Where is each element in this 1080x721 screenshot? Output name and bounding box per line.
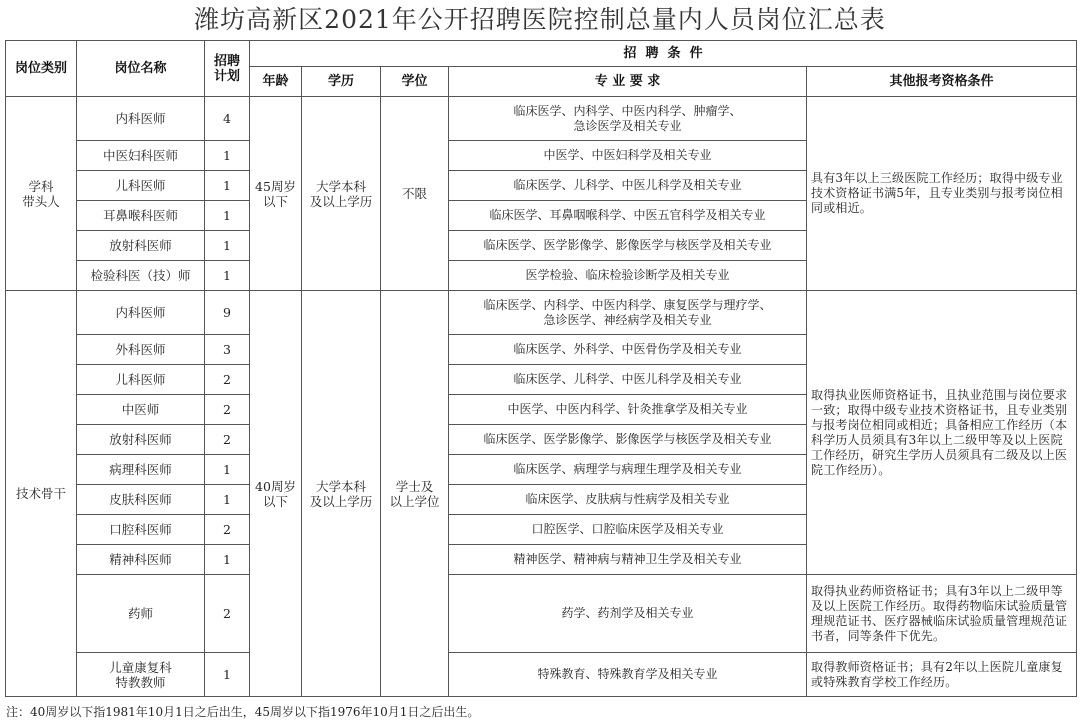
- plan-count: 1: [205, 653, 250, 697]
- major-cell: 临床医学、内科学、中医内科学、肿瘤学、 急诊医学及相关专业: [449, 97, 807, 141]
- plan-count: 2: [205, 395, 250, 425]
- position-name: 耳鼻喉科医师: [77, 201, 205, 231]
- other-requirements-cell: 具有3年以上三级医院工作经历；取得中级专业技术资格证书满5年，且专业类别与报考岗位相同或相近。: [807, 97, 1077, 291]
- page-title: 潍坊高新区2021年公开招聘医院控制总量内人员岗位汇总表: [194, 5, 886, 34]
- position-name: 儿童康复科 特教教师: [77, 653, 205, 697]
- position-name: 皮肤科医师: [77, 485, 205, 515]
- age-cell: 45周岁 以下: [250, 97, 302, 291]
- major-cell: 临床医学、外科学、中医骨伤学及相关专业: [449, 335, 807, 365]
- header-other: 其他报考资格条件: [807, 67, 1077, 97]
- major-cell: 临床医学、皮肤病与性病学及相关专业: [449, 485, 807, 515]
- major-cell: 临床医学、内科学、中医内科学、康复医学与理疗学、 急诊医学、神经病学及相关专业: [449, 291, 807, 335]
- position-name: 中医妇科医师: [77, 141, 205, 171]
- plan-count: 1: [205, 485, 250, 515]
- major-cell: 中医学、中医内科学、针灸推拿学及相关专业: [449, 395, 807, 425]
- table-row: [6, 97, 1077, 141]
- plan-count: 1: [205, 545, 250, 575]
- plan-count: 1: [205, 141, 250, 171]
- position-name: 口腔科医师: [77, 515, 205, 545]
- degree-cell: 学士及 以上学位: [381, 291, 449, 697]
- plan-count: 1: [205, 231, 250, 261]
- other-requirements-cell: 取得执业医师资格证书，且执业范围与岗位要求一致；取得中级专业技术资格证书，且专业类别与报考岗位相同或相近；具备相应工作经历（本科学历人员须具有3年以上二级甲等及以上医院工作经历，研究生学历人员须具有二级及以上医院工作经历）。: [807, 291, 1077, 575]
- major-cell: 医学检验、临床检验诊断学及相关专业: [449, 261, 807, 291]
- major-cell: 口腔医学、口腔临床医学及相关专业: [449, 515, 807, 545]
- plan-count: 2: [205, 515, 250, 545]
- position-name: 检验科医（技）师: [77, 261, 205, 291]
- major-cell: 中医学、中医妇科学及相关专业: [449, 141, 807, 171]
- other-requirements-cell: 取得教师资格证书；具有2年以上医院儿童康复或特殊教育学校工作经历。: [807, 653, 1077, 697]
- other-requirements-cell: 取得执业药师资格证书；具有3年以上二级甲等及以上医院工作经历。取得药物临床试验质量管理规范证书、医疗器械临床试验质量管理规范证书者，同等条件下优先。: [807, 575, 1077, 653]
- header-degree: 学位: [381, 67, 449, 97]
- plan-count: 2: [205, 365, 250, 395]
- age-cell: 40周岁 以下: [250, 291, 302, 697]
- major-cell: 特殊教育、特殊教育学及相关专业: [449, 653, 807, 697]
- position-name: 内科医师: [77, 291, 205, 335]
- position-name: 中医师: [77, 395, 205, 425]
- major-cell: 临床医学、医学影像学、影像医学与核医学及相关专业: [449, 231, 807, 261]
- position-name: 儿科医师: [77, 171, 205, 201]
- major-cell: 临床医学、病理学与病理生理学及相关专业: [449, 455, 807, 485]
- table-row: [6, 653, 1077, 697]
- plan-count: 1: [205, 171, 250, 201]
- plan-count: 4: [205, 97, 250, 141]
- plan-count: 9: [205, 291, 250, 335]
- header-major: 专 业 要 求: [449, 67, 807, 97]
- header-position: 岗位名称: [77, 41, 205, 97]
- table-row: [6, 575, 1077, 653]
- recruitment-table: [5, 40, 1077, 697]
- header-education: 学历: [302, 67, 381, 97]
- header-plan: 招聘 计划: [205, 41, 250, 97]
- education-cell: 大学本科 及以上学历: [302, 97, 381, 291]
- plan-count: 2: [205, 425, 250, 455]
- major-cell: 临床医学、儿科学、中医儿科学及相关专业: [449, 171, 807, 201]
- category-cell: 技术骨干: [6, 291, 77, 697]
- position-name: 放射科医师: [77, 425, 205, 455]
- plan-count: 1: [205, 261, 250, 291]
- category-cell: 学科 带头人: [6, 97, 77, 291]
- position-name: 精神科医师: [77, 545, 205, 575]
- plan-count: 1: [205, 455, 250, 485]
- footnote: 注：40周岁以下指1981年10月1日之后出生，45周岁以下指1976年10月1日之后出生。: [6, 705, 480, 719]
- position-name: 内科医师: [77, 97, 205, 141]
- education-cell: 大学本科 及以上学历: [302, 291, 381, 697]
- position-name: 外科医师: [77, 335, 205, 365]
- major-cell: 精神医学、精神病与精神卫生学及相关专业: [449, 545, 807, 575]
- table-row: [6, 291, 1077, 335]
- major-cell: 临床医学、耳鼻咽喉科学、中医五官科学及相关专业: [449, 201, 807, 231]
- header-age: 年龄: [250, 67, 302, 97]
- plan-count: 2: [205, 575, 250, 653]
- position-name: 药师: [77, 575, 205, 653]
- plan-count: 3: [205, 335, 250, 365]
- position-name: 放射科医师: [77, 231, 205, 261]
- header-category: 岗位类别: [6, 41, 77, 97]
- position-name: 病理科医师: [77, 455, 205, 485]
- header-conditions: 招 聘 条 件: [250, 41, 1077, 67]
- major-cell: 药学、药剂学及相关专业: [449, 575, 807, 653]
- position-name: 儿科医师: [77, 365, 205, 395]
- major-cell: 临床医学、医学影像学、影像医学与核医学及相关专业: [449, 425, 807, 455]
- major-cell: 临床医学、儿科学、中医儿科学及相关专业: [449, 365, 807, 395]
- degree-cell: 不限: [381, 97, 449, 291]
- header-row-1: [6, 41, 1077, 67]
- plan-count: 1: [205, 201, 250, 231]
